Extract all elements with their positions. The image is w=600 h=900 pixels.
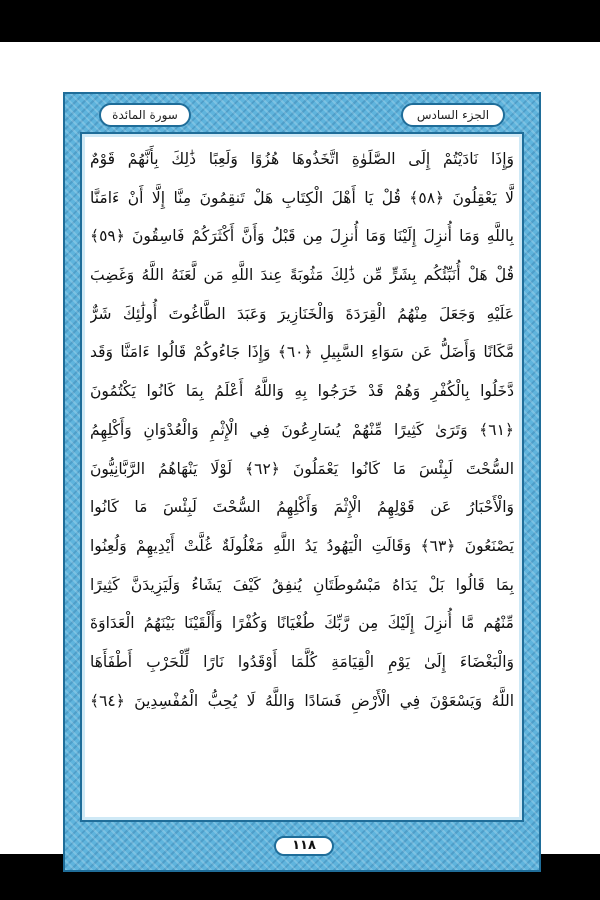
verse-line: وَالْأَحْبَارُ عَن قَوْلِهِمُ الْإِثْمَ وَأَكْلِهِمُ السُّحْتَ لَبِئْسَ مَا كَانُوا xyxy=(90,498,514,517)
verse-line: مَّكَانًا وَأَضَلُّ عَن سَوَاءِ السَّبِيلِ ﴿٦٠﴾ وَإِذَا جَاءُوكُمْ قَالُوا ءَامَنَّا وَقَد xyxy=(90,343,514,362)
verse-line: دَّخَلُوا بِالْكُفْرِ وَهُمْ قَدْ خَرَجُوا بِهِ وَاللَّهُ أَعْلَمُ بِمَا كَانُوا يَكْتُمُونَ xyxy=(90,382,514,401)
verse-line: بِمَا قَالُوا بَلْ يَدَاهُ مَبْسُوطَتَانِ يُنفِقُ كَيْفَ يَشَاءُ وَلَيَزِيدَنَّ كَثِيرًا xyxy=(90,575,514,594)
verse-line: عَلَيْهِ وَجَعَلَ مِنْهُمُ الْقِرَدَةَ وَالْخَنَازِيرَ وَعَبَدَ الطَّاغُوتَ أُولَٰئِكَ شَرٌّ xyxy=(90,304,514,323)
ornamental-frame xyxy=(63,92,541,872)
verse-line: مِّنْهُم مَّا أُنزِلَ إِلَيْكَ مِن رَّبِّكَ طُغْيَانًا وَكُفْرًا وَأَلْقَيْنَا بَيْنَهُمُ الْعَدَاوَةَ xyxy=(90,614,514,633)
mushaf-page xyxy=(0,42,600,854)
verse-lines xyxy=(90,140,514,720)
surah-name-label: سورة المائدة xyxy=(99,103,191,127)
juz-label: الجزء السادس xyxy=(401,103,505,127)
verse-line: بِاللَّهِ وَمَا أُنزِلَ إِلَيْنَا وَمَا أُنزِلَ مِن قَبْلُ وَأَنَّ أَكْثَرَكُمْ فَاسِقُونَ ﴿٥٩﴾ xyxy=(90,227,514,246)
verse-line: اللَّهُ وَيَسْعَوْنَ فِي الْأَرْضِ فَسَادًا وَاللَّهُ لَا يُحِبُّ الْمُفْسِدِينَ ﴿٦٤﴾ xyxy=(90,691,514,710)
verse-line: قُلْ هَلْ أُنَبِّئُكُم بِشَرٍّ مِّن ذَٰلِكَ مَثُوبَةً عِندَ اللَّهِ مَن لَّعَنَهُ اللَّهُ وَغَضِبَ xyxy=(90,266,514,285)
verse-line: وَإِذَا نَادَيْتُمْ إِلَى الصَّلَوٰةِ اتَّخَذُوهَا هُزُوًا وَلَعِبًا ذَٰلِكَ بِأَنَّهُمْ قَوْمٌ xyxy=(90,150,514,168)
verse-line: وَالْبَغْضَاءَ إِلَىٰ يَوْمِ الْقِيَامَةِ كُلَّمَا أَوْقَدُوا نَارًا لِّلْحَرْبِ أَطْفَأَهَا xyxy=(90,652,514,671)
verse-line: لَّا يَعْقِلُونَ ﴿٥٨﴾ قُلْ يَا أَهْلَ الْكِتَابِ هَلْ تَنقِمُونَ مِنَّا إِلَّا أَنْ ءَامَنَّا xyxy=(90,188,514,207)
verse-line: يَصْنَعُونَ ﴿٦٣﴾ وَقَالَتِ الْيَهُودُ يَدُ اللَّهِ مَغْلُولَةٌ غُلَّتْ أَيْدِيهِمْ وَلُعِنُوا xyxy=(90,536,514,555)
page-number: ١١٨ xyxy=(274,836,334,856)
verse-line: ﴿٦١﴾ وَتَرَىٰ كَثِيرًا مِّنْهُمْ يُسَارِعُونَ فِي الْإِثْمِ وَالْعُدْوَانِ وَأَكْلِهِمُ xyxy=(90,420,514,439)
verse-line: السُّحْتَ لَبِئْسَ مَا كَانُوا يَعْمَلُونَ ﴿٦٢﴾ لَوْلَا يَنْهَاهُمُ الرَّبَّانِيُّونَ xyxy=(90,459,514,478)
text-panel xyxy=(80,132,524,822)
